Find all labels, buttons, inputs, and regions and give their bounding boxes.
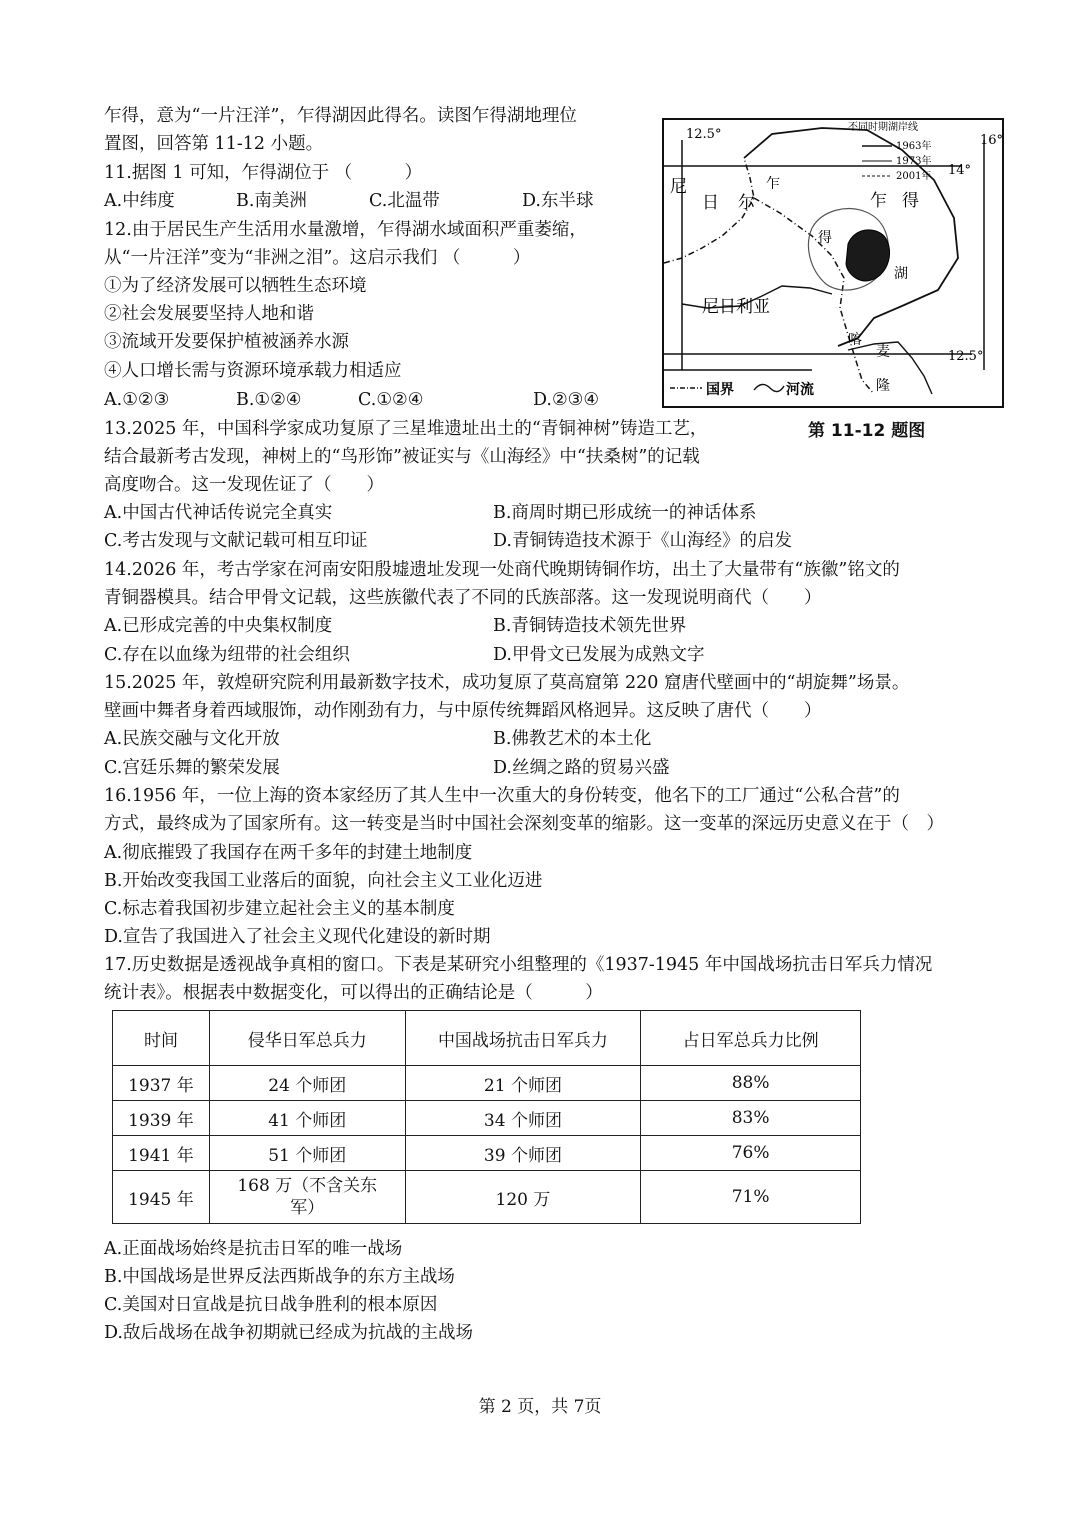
troop-statistics-table bbox=[112, 1010, 861, 1224]
label-chad-1: 乍 bbox=[870, 191, 887, 211]
q11-option-c: C.北温带 bbox=[369, 191, 440, 211]
q15-stem-2: 壁画中舞者身着西域服饰，动作刚劲有力，与中原传统舞蹈风格迥异。这反映了唐代（ ） bbox=[104, 701, 822, 721]
q16-option-d: D.宣告了我国进入了社会主义现代化建设的新时期 bbox=[104, 927, 491, 947]
label-cameroon-1: 喀 bbox=[848, 332, 862, 348]
intro-line-1: 乍得，意为“一片汪洋”，乍得湖因此得名。读图乍得湖地理位 bbox=[104, 106, 577, 126]
table-row bbox=[113, 1101, 861, 1136]
q17-stem-2: 统计表》。根据表中数据变化，可以得出的正确结论是（ ） bbox=[104, 983, 603, 1003]
q14-option-a: A.已形成完善的中央集权制度 bbox=[104, 616, 333, 636]
q16-stem-1: 16.1956 年，一位上海的资本家经历了其人生中一次重大的身份转变，他名下的工厂通过“公私合营”的 bbox=[104, 786, 900, 806]
legend-river: 河流 bbox=[786, 382, 814, 398]
q14-option-d: D.甲骨文已发展为成熟文字 bbox=[493, 645, 705, 665]
q13-option-d: D.青铜铸造技术源于《山海经》的启发 bbox=[493, 531, 792, 551]
q17-stem-1: 17.历史数据是透视战争真相的窗口。下表是某研究小组整理的《1937-1945 年中国战场抗击日军兵力情况 bbox=[104, 955, 933, 975]
cell-china: 39 个师团 bbox=[405, 1136, 641, 1171]
cell-total-line-2: 军） bbox=[290, 1198, 325, 1218]
label-niger-2: 日 bbox=[702, 193, 719, 213]
q15-option-a: A.民族交融与文化开放 bbox=[104, 729, 280, 749]
cell-total: 24 个师团 bbox=[209, 1066, 405, 1101]
q16-option-a: A.彻底摧毁了我国存在两千多年的封建土地制度 bbox=[104, 843, 473, 863]
q13-stem-1: 13.2025 年，中国科学家成功复原了三星堆遗址出土的“青铜神树”铸造工艺， bbox=[104, 419, 708, 439]
q13-option-a: A.中国古代神话传说完全真实 bbox=[104, 503, 333, 523]
label-niger-3: 尔 bbox=[738, 193, 755, 213]
coord-12-5-top: 12.5° bbox=[686, 127, 722, 142]
q17-option-b: B.中国战场是世界反法西斯战争的东方主战场 bbox=[104, 1267, 455, 1287]
q11-stem: 11.据图 1 可知，乍得湖位于 （ ） bbox=[104, 163, 423, 183]
q12-statement-4: ④人口增长需与资源环境承载力相适应 bbox=[104, 361, 402, 381]
label-nigeria: 尼日利亚 bbox=[702, 297, 770, 317]
q17-option-d: D.敌后战场在战争初期就已经成为抗战的主战场 bbox=[104, 1323, 473, 1343]
legend-title: 不同时期湖岸线 bbox=[848, 122, 918, 133]
header-year: 时间 bbox=[113, 1011, 210, 1066]
q12-option-b: B.①②④ bbox=[236, 390, 302, 410]
table-header-row bbox=[113, 1011, 861, 1066]
cell-ratio: 71% bbox=[641, 1171, 861, 1224]
q12-statement-1: ①为了经济发展可以牺牲生态环境 bbox=[104, 276, 367, 296]
label-lake-3: 湖 bbox=[894, 266, 908, 282]
cell-ratio: 76% bbox=[641, 1136, 861, 1171]
q11-option-b: B.南美洲 bbox=[236, 191, 307, 211]
q11-option-a: A.中纬度 bbox=[104, 191, 175, 211]
label-niger-1: 尼 bbox=[670, 177, 687, 197]
cell-total: 41 个师团 bbox=[209, 1101, 405, 1136]
label-lake-1: 乍 bbox=[766, 176, 780, 192]
header-total: 侵华日军总兵力 bbox=[209, 1011, 405, 1066]
cell-ratio: 83% bbox=[641, 1101, 861, 1136]
legend-2001: 2001年 bbox=[896, 171, 932, 182]
legend-1973: 1973年 bbox=[896, 156, 932, 167]
q12-stem-1: 12.由于居民生产生活用水量激增，乍得湖水域面积严重萎缩， bbox=[104, 220, 587, 240]
cell-total: 51 个师团 bbox=[209, 1136, 405, 1171]
q15-option-c: C.宫廷乐舞的繁荣发展 bbox=[104, 758, 280, 778]
q16-option-c: C.标志着我国初步建立起社会主义的基本制度 bbox=[104, 899, 455, 919]
label-cameroon-2: 麦 bbox=[876, 344, 890, 360]
legend-border: 国界 bbox=[706, 382, 734, 398]
coord-12-5-bottom: 12.5° bbox=[948, 349, 984, 364]
q15-stem-1: 15.2025 年，敦煌研究院利用最新数字技术，成功复原了莫高窟第 220 窟唐代壁画中的“胡旋舞”场景。 bbox=[104, 673, 910, 693]
q14-stem-2: 青铜器模具。结合甲骨文记载，这些族徽代表了不同的氏族部落。这一发现说明商代（ ） bbox=[104, 588, 822, 608]
q13-stem-2: 结合最新考古发现，神树上的“鸟形饰”被证实与《山海经》中“扶桑树”的记载 bbox=[104, 447, 700, 467]
q14-stem-1: 14.2026 年，考古学家在河南安阳殷墟遗址发现一处商代晚期铸铜作坊，出土了大量带有“族徽”铭文的 bbox=[104, 560, 900, 580]
q14-option-b: B.青铜铸造技术领先世界 bbox=[493, 616, 687, 636]
q16-stem-2: 方式，最终成为了国家所有。这一转变是当时中国社会深刻变革的缩影。这一变革的深远历史意义在于（ ） bbox=[104, 814, 944, 834]
cell-china: 34 个师团 bbox=[405, 1101, 641, 1136]
header-ratio: 占日军总兵力比例 bbox=[641, 1011, 861, 1066]
label-lake-2: 得 bbox=[818, 230, 832, 246]
q15-option-d: D.丝绸之路的贸易兴盛 bbox=[493, 758, 670, 778]
q11-option-d: D.东半球 bbox=[522, 191, 594, 211]
chad-lake-map bbox=[662, 118, 1004, 408]
coord-14: 14° bbox=[948, 163, 972, 178]
q12-option-d: D.②③④ bbox=[533, 390, 600, 410]
q13-stem-3: 高度吻合。这一发现佐证了（ ） bbox=[104, 475, 384, 495]
q17-option-a: A.正面战场始终是抗击日军的唯一战场 bbox=[104, 1239, 403, 1259]
q15-option-b: B.佛教艺术的本土化 bbox=[493, 729, 652, 749]
q12-statement-2: ②社会发展要坚持人地和谐 bbox=[104, 304, 314, 324]
cell-china: 120 万 bbox=[405, 1171, 641, 1224]
q16-option-b: B.开始改变我国工业落后的面貌，向社会主义工业化迈进 bbox=[104, 871, 543, 891]
q17-option-c: C.美国对日宣战是抗日战争胜利的根本原因 bbox=[104, 1295, 438, 1315]
q12-stem-2: 从“一片汪洋”变为“非洲之泪”。这启示我们 （ ） bbox=[104, 248, 531, 268]
page-footer: 第 2 页，共 7页 bbox=[478, 1397, 602, 1417]
cell-year: 1945 年 bbox=[113, 1171, 210, 1224]
q13-option-c: C.考古发现与文献记载可相互印证 bbox=[104, 531, 368, 551]
q12-option-a: A.①②③ bbox=[104, 390, 170, 410]
cell-year: 1937 年 bbox=[113, 1066, 210, 1101]
q13-option-b: B.商周时期已形成统一的神话体系 bbox=[493, 503, 757, 523]
cell-total bbox=[209, 1171, 405, 1224]
label-cameroon-3: 隆 bbox=[876, 378, 890, 394]
label-chad-2: 得 bbox=[902, 191, 919, 211]
table-row bbox=[113, 1066, 861, 1101]
coord-16: 16° bbox=[980, 133, 1004, 148]
cell-year: 1941 年 bbox=[113, 1136, 210, 1171]
q14-option-c: C.存在以血缘为纽带的社会组织 bbox=[104, 645, 350, 665]
table-row bbox=[113, 1136, 861, 1171]
cell-year: 1939 年 bbox=[113, 1101, 210, 1136]
intro-line-2: 置图，回答第 11-12 小题。 bbox=[104, 134, 324, 154]
table-row bbox=[113, 1171, 861, 1224]
cell-china: 21 个师团 bbox=[405, 1066, 641, 1101]
legend-1963: 1963年 bbox=[896, 141, 932, 152]
cell-ratio: 88% bbox=[641, 1066, 861, 1101]
header-china-front: 中国战场抗击日军兵力 bbox=[405, 1011, 641, 1066]
map-caption: 第 11-12 题图 bbox=[808, 421, 926, 441]
q12-option-c: C.①②④ bbox=[358, 390, 424, 410]
q12-statement-3: ③流域开发要保护植被涵养水源 bbox=[104, 332, 349, 352]
cell-total-line-1: 168 万（不含关东 bbox=[237, 1176, 378, 1196]
